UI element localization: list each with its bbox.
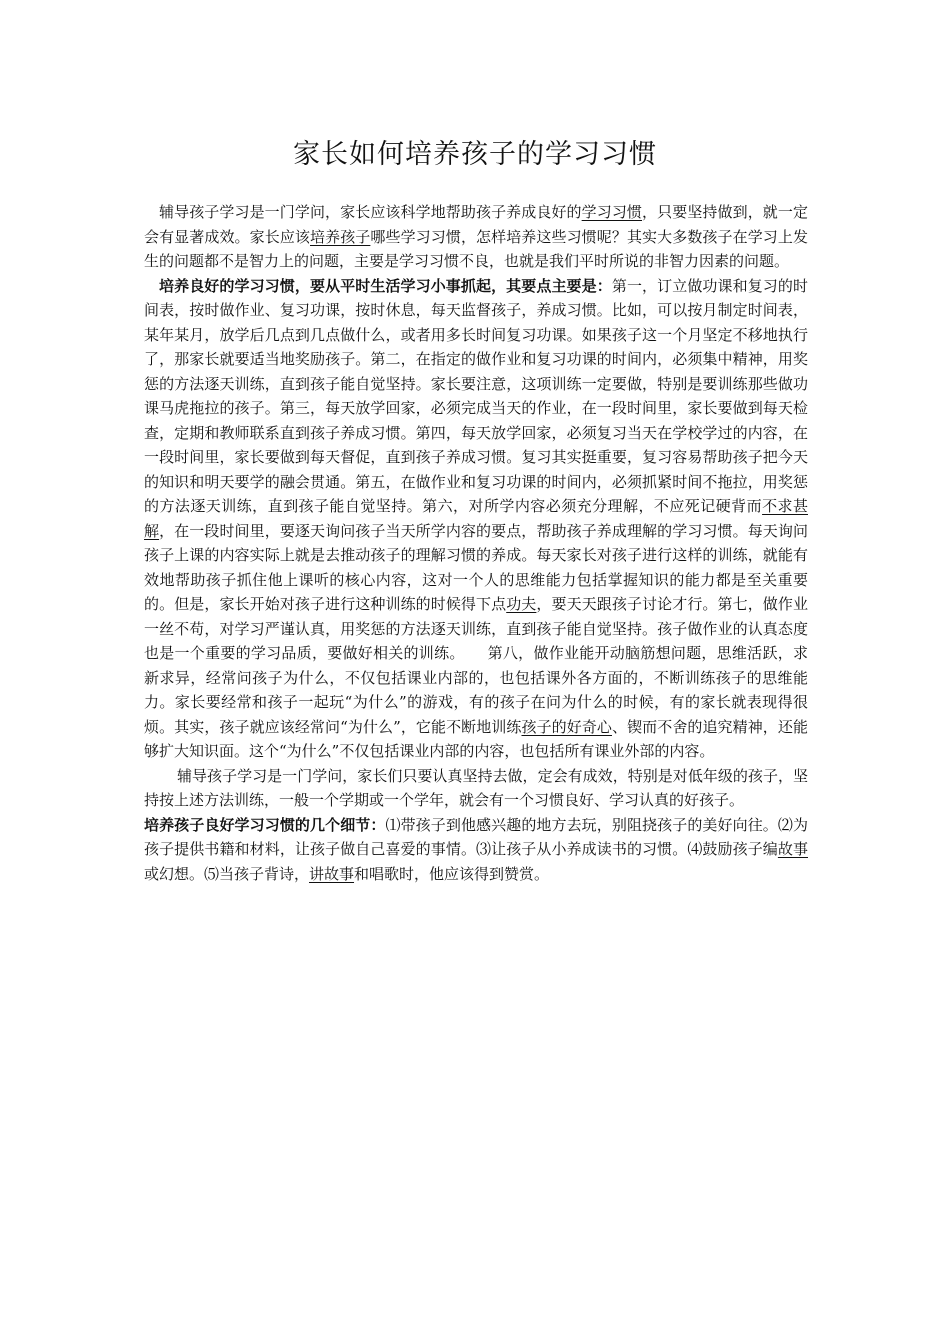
link-curiosity[interactable]: 孩子的好奇心: [521, 717, 612, 736]
paragraph-intro: [144, 200, 808, 274]
text-run: 、锲而不舍的追究精神，还能够扩大知识面。这个“为什么”不仅包括课业内部的内容，也包括所有课业外部的内容。: [144, 717, 808, 760]
link-buqiu-shenjie[interactable]: 不求甚解: [144, 497, 808, 540]
paragraph-key-points: [144, 274, 808, 764]
text-run: ，在一段时间里，要逐天询问孩子当天所学内容的要点，帮助孩子养成理解的学习习惯。每天询问孩子上课的内容实际上就是去推动孩子的理解习惯的养成。每天家长对孩子进行这样的训练，就能有效地帮助孩子抓住他上课听的核心内容，这对一个人的思维能力包括掌握知识的能力都是至关重要的。但是，家长开始对孩子进行这种训练的时候得下点: [144, 521, 808, 613]
bold-heading: 培养良好的学习习惯，要从平时生活学习小事抓起，其要点主要是：: [159, 276, 612, 295]
text-run: ⑴带孩子到他感兴趣的地方去玩，别阻挠孩子的美好向往。⑵为孩子提供书籍和材料，让孩子做自己喜爱的事情。⑶让孩子从小养成读书的习惯。⑷鼓励孩子编: [144, 815, 808, 858]
link-gongfu[interactable]: 功夫: [506, 595, 537, 613]
page-title: 家长如何培养孩子的学习习惯: [293, 139, 657, 170]
link-raise-child[interactable]: 培养孩子: [310, 227, 371, 246]
text-run: 或幻想。⑸当孩子背诗，: [144, 864, 310, 883]
text-run: ，要天天跟孩子讨论才行。第七，做作业一丝不苟，对学习严谨认真，用奖惩的方法逐天训练，直到孩子能自觉坚持。孩子做作业的认真态度也是一个重要的学习品质，要做好相关的训练。 第八，做作业能开动脑筋想问题，思维活跃，求新求异，经常问孩子为什么，不仅包括课业内部的，也包括课外各方面的，不断训练孩子的思维能力。家长要经常和孩子一起玩“为什么”的游戏，有的孩子在问为什么的时候，有的家长就表现得很烦。其实，孩子就应该经常问“为什么”，它能不断地训练: [144, 595, 808, 736]
text-run: ，只要坚持做到，就一定会有显著成效。家长应该: [144, 203, 808, 246]
bold-heading: 培养孩子良好学习习惯的几个细节：: [144, 815, 386, 834]
link-tell-story[interactable]: 讲故事: [309, 864, 355, 883]
paragraph-summary: 辅导孩子学习是一门学问，家长们只要认真坚持去做，定会有成效，特别是对低年级的孩子，坚持按上述方法训练，一般一个学期或一个学年，就会有一个习惯良好、学习认真的好孩子。: [144, 766, 808, 809]
text-run: 第一，订立做功课和复习的时间表，按时做作业、复习功课，按时休息，每天监督孩子，养成习惯。比如，可以按月制定时间表，某年某月，放学后几点到几点做什么，或者用多长时间复习功课。如果孩子这一个月坚定不移地执行了，那家长就要适当地奖励孩子。第二，在指定的做作业和复习功课的时间内，必须集中精神，用奖惩的方法逐天训练，直到孩子能自觉坚持。家长要注意，这项训练一定要做，特别是要训练那些做功课马虎拖拉的孩子。第三，每天放学回家，必须完成当天的作业，在一段时间里，家长要做到每天检查，定期和教师联系直到孩子养成习惯。第四，每天放学回家，必须复习当天在学校学过的内容，在一段时间里，家长要做到每天督促，直到孩子养成习惯。复习其实挺重要，复习容易帮助孩子把今天的知识和明天要学的融会贯通。第五，在做作业和复习功课的时间内，必须抓紧时间不拖拉，用奖惩的方法逐天训练，直到孩子能自觉坚持。第六，对所学内容必须充分理解，不应死记硬背而: [144, 276, 808, 515]
paragraph-details: [144, 813, 808, 887]
text-run: 哪些学习习惯，怎样培养这些习惯呢？其实大多数孩子在学习上发生的问题都不是智力上的问题，主要是学习习惯不良，也就是我们平时所说的非智力因素的问题。: [144, 227, 808, 270]
link-study-habits[interactable]: 学习习惯: [581, 203, 643, 221]
article-body: [144, 200, 808, 886]
text-run: 和唱歌时，他应该得到赞赏。: [354, 864, 550, 883]
text-run: 辅导孩子学习是一门学问，家长应该科学地帮助孩子养成良好的: [159, 203, 582, 221]
link-story[interactable]: 故事: [777, 840, 808, 858]
